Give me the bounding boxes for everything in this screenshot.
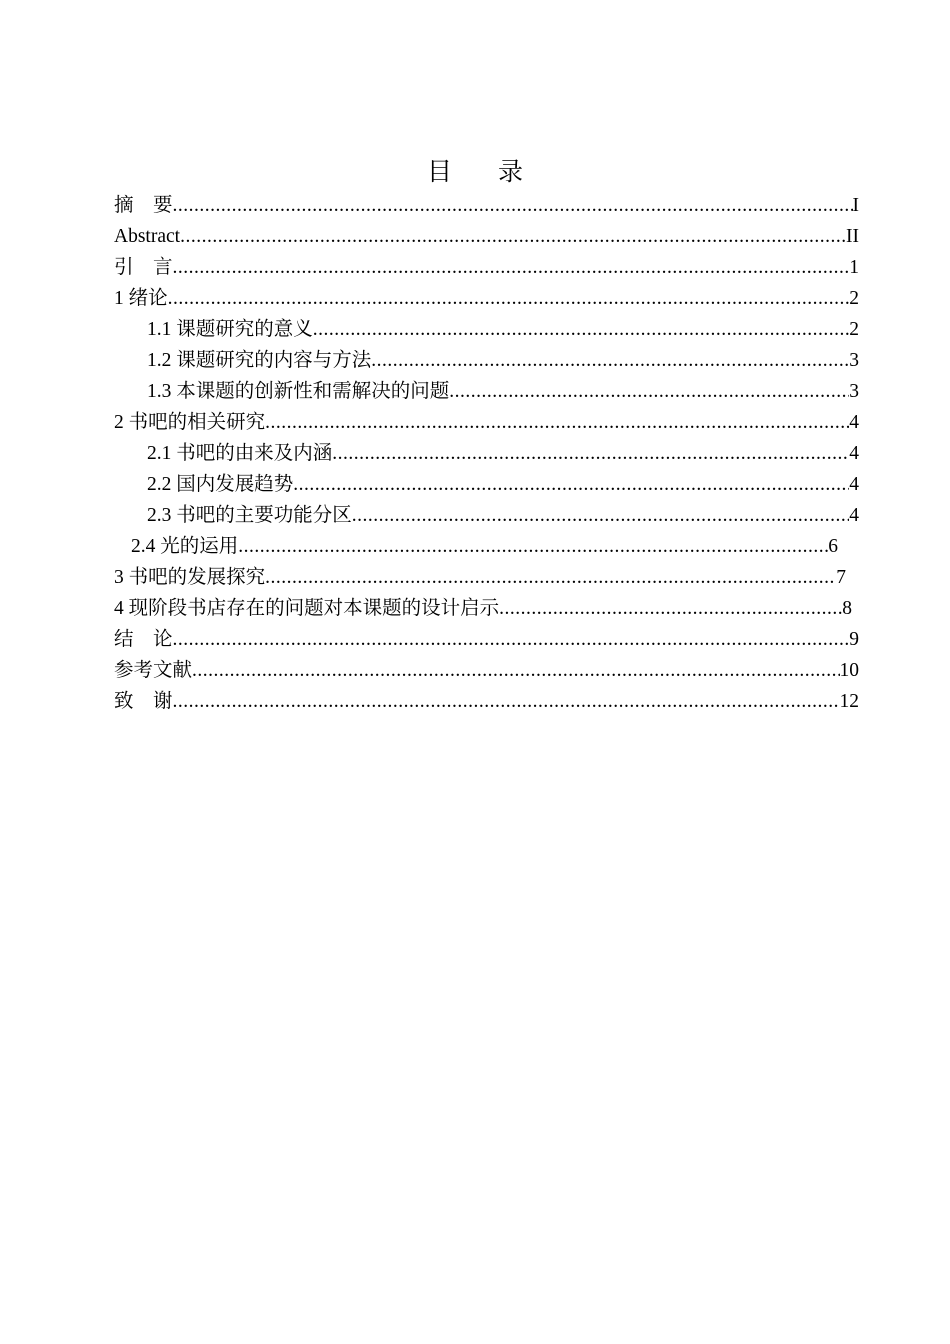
toc-leader xyxy=(192,655,839,686)
toc-entry[interactable] xyxy=(147,500,859,531)
toc-leader xyxy=(173,190,853,221)
toc-leader xyxy=(371,345,849,376)
toc-entry-page: 3 xyxy=(849,381,859,402)
toc-entry[interactable] xyxy=(147,438,859,469)
toc-leader xyxy=(293,469,849,500)
toc-leader xyxy=(265,407,849,438)
toc-entry[interactable] xyxy=(147,345,859,376)
toc-entry[interactable] xyxy=(114,283,859,314)
toc-entry-page: II xyxy=(846,226,859,247)
toc-entry-label: 2.1 书吧的由来及内涵 xyxy=(147,443,333,464)
toc-entry-label: 2.4 光的运用 xyxy=(131,536,239,557)
toc-leader xyxy=(238,531,828,562)
toc-entry[interactable] xyxy=(114,190,859,221)
toc-entry-label: 致 谢 xyxy=(114,691,173,712)
toc-entry-page: 1 xyxy=(849,257,859,278)
toc-entry[interactable] xyxy=(147,314,859,345)
toc-leader xyxy=(180,221,846,252)
toc-title: 目录 xyxy=(426,159,569,186)
toc-entry-label: 引 言 xyxy=(114,257,173,278)
toc-entry[interactable] xyxy=(114,562,846,593)
toc-entry-label: 4 现阶段书店存在的问题对本课题的设计启示 xyxy=(114,598,500,619)
toc-entry-page: 9 xyxy=(849,629,859,650)
toc-entry-label: 参考文献 xyxy=(114,660,193,681)
toc-entry[interactable] xyxy=(114,686,859,717)
toc-entry-page: I xyxy=(852,195,859,216)
toc-leader xyxy=(265,562,836,593)
toc-entry[interactable] xyxy=(114,655,859,686)
toc-leader xyxy=(332,438,849,469)
toc-leader xyxy=(499,593,842,624)
toc-entry[interactable] xyxy=(114,221,859,252)
toc-entry[interactable] xyxy=(147,376,859,407)
toc-entry-label: Abstract xyxy=(114,226,181,247)
toc-entry-label: 2 书吧的相关研究 xyxy=(114,412,266,433)
toc-entry-page: 4 xyxy=(849,443,859,464)
toc-entry-label: 2.3 书吧的主要功能分区 xyxy=(147,505,352,526)
toc-entry-label: 结 论 xyxy=(114,629,173,650)
toc-entry[interactable] xyxy=(114,624,859,655)
toc-leader xyxy=(168,283,850,314)
toc-entry[interactable] xyxy=(114,252,859,283)
toc-leader xyxy=(173,252,850,283)
toc-leader xyxy=(352,500,849,531)
toc-entry-label: 1 绪论 xyxy=(114,288,168,309)
toc-entry-page: 2 xyxy=(849,288,859,309)
toc-leader xyxy=(173,624,850,655)
toc-entry-page: 7 xyxy=(836,567,846,588)
toc-entry-page: 8 xyxy=(842,598,852,619)
toc-entry-label: 摘 要 xyxy=(114,195,173,216)
toc-entry-label: 1.1 课题研究的意义 xyxy=(147,319,313,340)
toc-leader xyxy=(449,376,849,407)
toc-entry[interactable] xyxy=(114,407,859,438)
toc-entry-page: 4 xyxy=(849,474,859,495)
toc-entry-label: 2.2 国内发展趋势 xyxy=(147,474,294,495)
toc-entry-page: 10 xyxy=(839,660,859,681)
toc-entry-page: 12 xyxy=(839,691,859,712)
toc-entry-page: 2 xyxy=(849,319,859,340)
toc-leader xyxy=(173,686,840,717)
toc-entry-page: 4 xyxy=(849,412,859,433)
toc-entry-label: 1.2 课题研究的内容与方法 xyxy=(147,350,372,371)
toc-entry[interactable] xyxy=(131,531,838,562)
toc-entry-page: 4 xyxy=(849,505,859,526)
toc-entry[interactable] xyxy=(147,469,859,500)
toc-leader xyxy=(313,314,849,345)
toc-entry-label: 3 书吧的发展探究 xyxy=(114,567,266,588)
toc-entry-label: 1.3 本课题的创新性和需解决的问题 xyxy=(147,381,450,402)
toc-entry[interactable] xyxy=(114,593,852,624)
toc-entry-page: 6 xyxy=(828,536,838,557)
toc-entry-page: 3 xyxy=(849,350,859,371)
